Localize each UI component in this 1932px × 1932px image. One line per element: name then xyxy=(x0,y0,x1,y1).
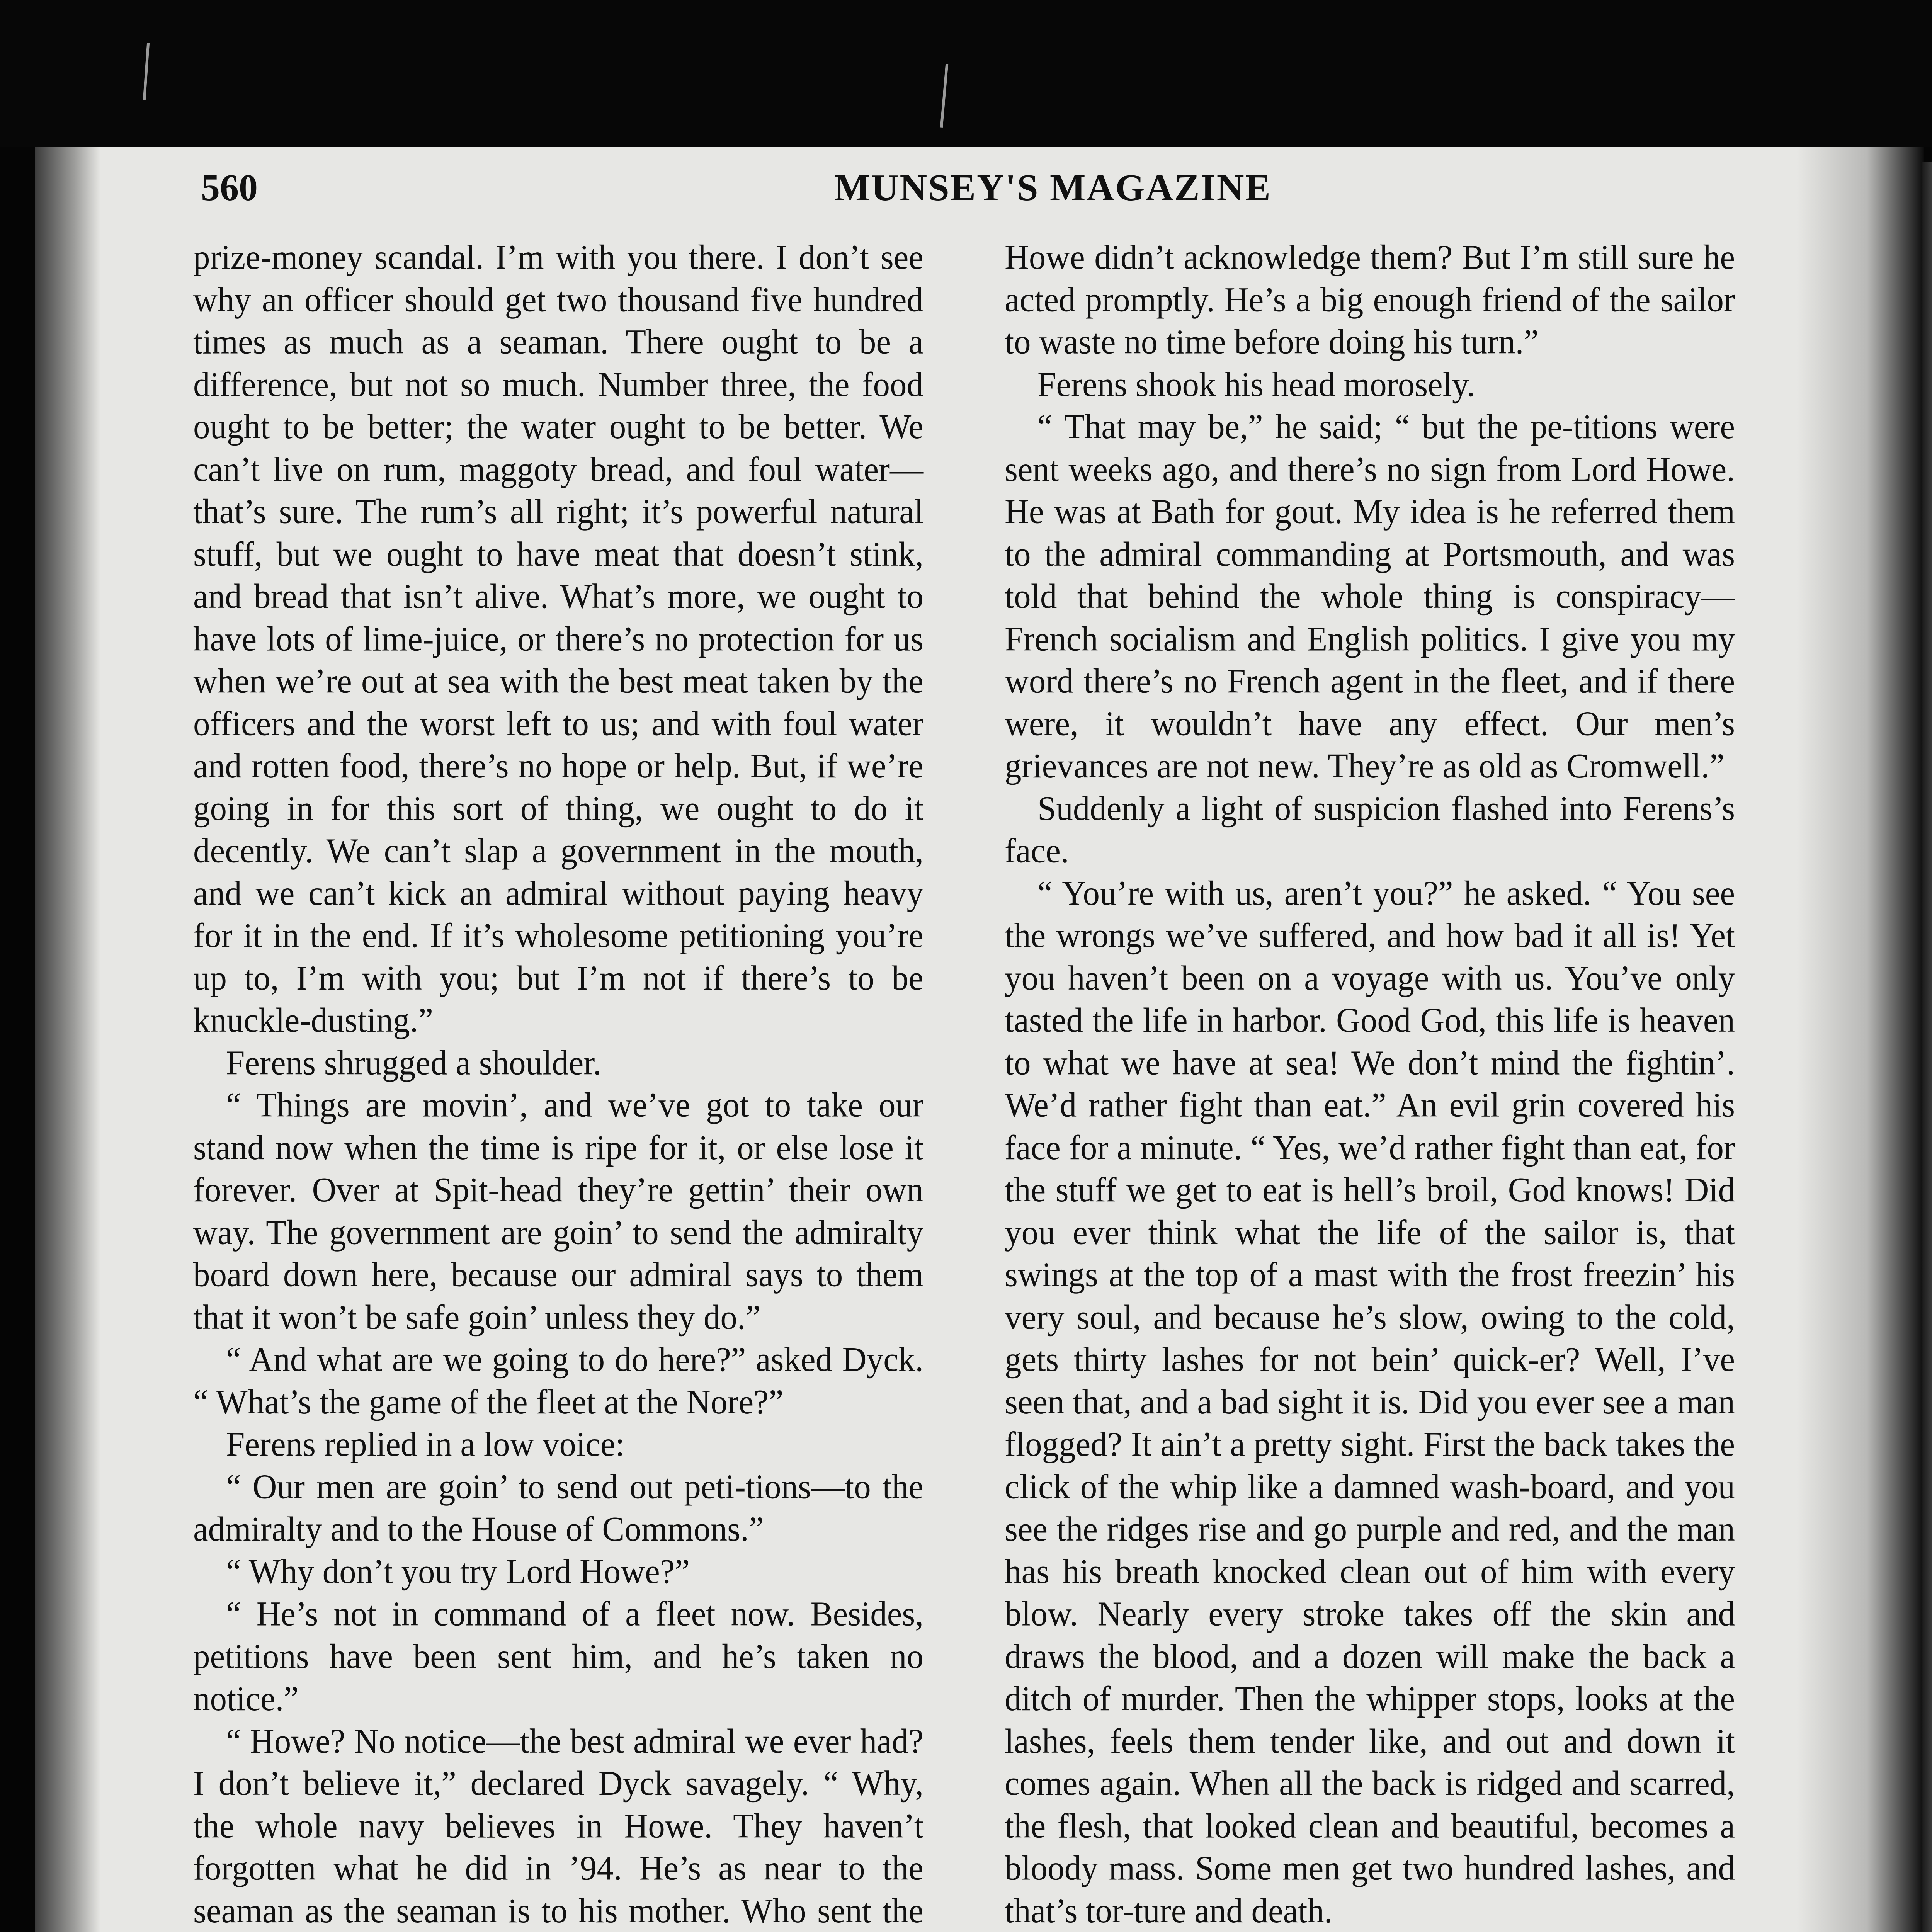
paragraph: “ That may be,” he said; “ but the pe-titions were sent weeks ago, and there’s no sign from Lord Howe. He was at Bath for gout. My idea is he referred them to the admiral commanding at Portsmouth, and was told that behind the whole thing is conspiracy—French socialism and English politics. I give you my word there’s no French agent in the fleet, and if there were, it wouldn’t have any effect. Our men’s grievances are not new. They’re as old as Cromwell.” xyxy=(1005,407,1735,785)
page-number: 560 xyxy=(201,167,258,209)
scan-background-top xyxy=(0,0,1932,147)
right-text-column xyxy=(1005,236,1735,1932)
paragraph: “ He’s not in command of a fleet now. Besides, petitions have been sent him, and he’s taken no notice.” xyxy=(193,1594,923,1718)
paragraph: Suddenly a light of suspicion flashed into Ferens’s face. xyxy=(1005,788,1735,870)
left-text-column xyxy=(193,236,923,1932)
next-page-edge xyxy=(1922,162,1932,1932)
paragraph: “ Our men are goin’ to send out peti-tions—to the admiralty and to the House of Commons.” xyxy=(193,1467,923,1548)
paragraph: “ Why don’t you try Lord Howe?” xyxy=(226,1551,690,1591)
page-edge-shadow xyxy=(1797,147,1924,1932)
paragraph: Ferens replied in a low voice: xyxy=(226,1424,625,1464)
paragraph: “ And what are we going to do here?” asked Dyck. “ What’s the game of the fleet at the Nore?” xyxy=(193,1339,923,1421)
paragraph: Howe didn’t acknowledge them? But I’m still sure he acted promptly. He’s a big enough friend of the sailor to waste no time before doing his turn.” xyxy=(1005,237,1735,361)
paragraph: Ferens shook his head morosely. xyxy=(1037,364,1475,404)
page-binding-shadow xyxy=(35,147,100,1932)
paragraph: Ferens shrugged a shoulder. xyxy=(226,1043,602,1082)
paragraph: “ You’re with us, aren’t you?” he asked. “ You see the wrongs we’ve suffered, and how bad it all is! Yet you haven’t been on a voyage with us. You’ve only tasted the life in harbor. Good God, this life is heaven to what we have at sea! We don’t mind the fightin’. We’d rather fight than eat.” An evil grin covered his face for a minute. “ Yes, we’d rather fight than eat, for the stuff we get to eat is hell’s broil, God knows! Did you ever think what the life of the sailor is, that swings at the top of a mast with the frost freezin’ his very soul, and because he’s slow, owing to the cold, gets thirty lashes for not bein’ quick-er? Well, I’ve seen that, and a bad sight it is. Did you ever see a man flogged? It ain’t a pretty sight. First the back takes the click of the whip like a damned wash-board, and you see the ridges rise and go purple and red, and the man has his breath knocked clean out of him with every blow. Nearly every stroke takes off the skin and draws the blood, and a dozen will make the back a ditch of murder. Then the whipper stops, looks at the lashes, feels them tender like, and out and down it comes again. When all the back is ridged and scarred, the flesh, that looked clean and beautiful, becomes a bloody mass. Some men get two hundred lashes, and that’s tor-ture and death. xyxy=(1005,873,1735,1930)
paragraph: prize-money scandal. I’m with you there. I don’t see why an officer should get two thousand five hundred times as much as a seaman. There ought to be a difference, but not so much. Number three, the food ought to be better; the water ought to be better. We can’t live on rum, maggoty bread, and foul water—that’s sure. The rum’s all right; it’s powerful natural stuff, but we ought to have meat that doesn’t stink, and bread that isn’t alive. What’s more, we ought to have lots of lime-juice, or there’s no protection for us when we’re out at sea with the best meat taken by the officers and the worst left to us; and with foul water and rotten food, there’s no hope or help. But, if we’re going in for this sort of thing, we ought to do it decently. We can’t slap a government in the mouth, and we can’t kick an admiral without paying heavy for it in the end. If it’s wholesome petitioning you’re up to, I’m with you; but I’m not if there’s to be knuckle-dusting.” xyxy=(193,237,923,1039)
running-head: MUNSEY'S MAGAZINE xyxy=(834,167,1272,209)
paragraph: “ Howe? No notice—the best admiral we ever had? I don’t believe it,” declared Dyck savagely. “ Why, the whole navy believes in Howe. They haven’t forgotten what he did in ’94. He’s as near to the seaman as the seaman is to his mother. Who sent the xyxy=(193,1721,923,1930)
page-header xyxy=(201,166,1743,213)
paragraph: “ Things are movin’, and we’ve got to take our stand now when the time is ripe for it, or else lose it forever. Over at Spit-head they’re gettin’ their own way. The government are goin’ to send the admiralty board down here, because our admiral says to them that it won’t be safe goin’ unless they do.” xyxy=(193,1085,923,1337)
